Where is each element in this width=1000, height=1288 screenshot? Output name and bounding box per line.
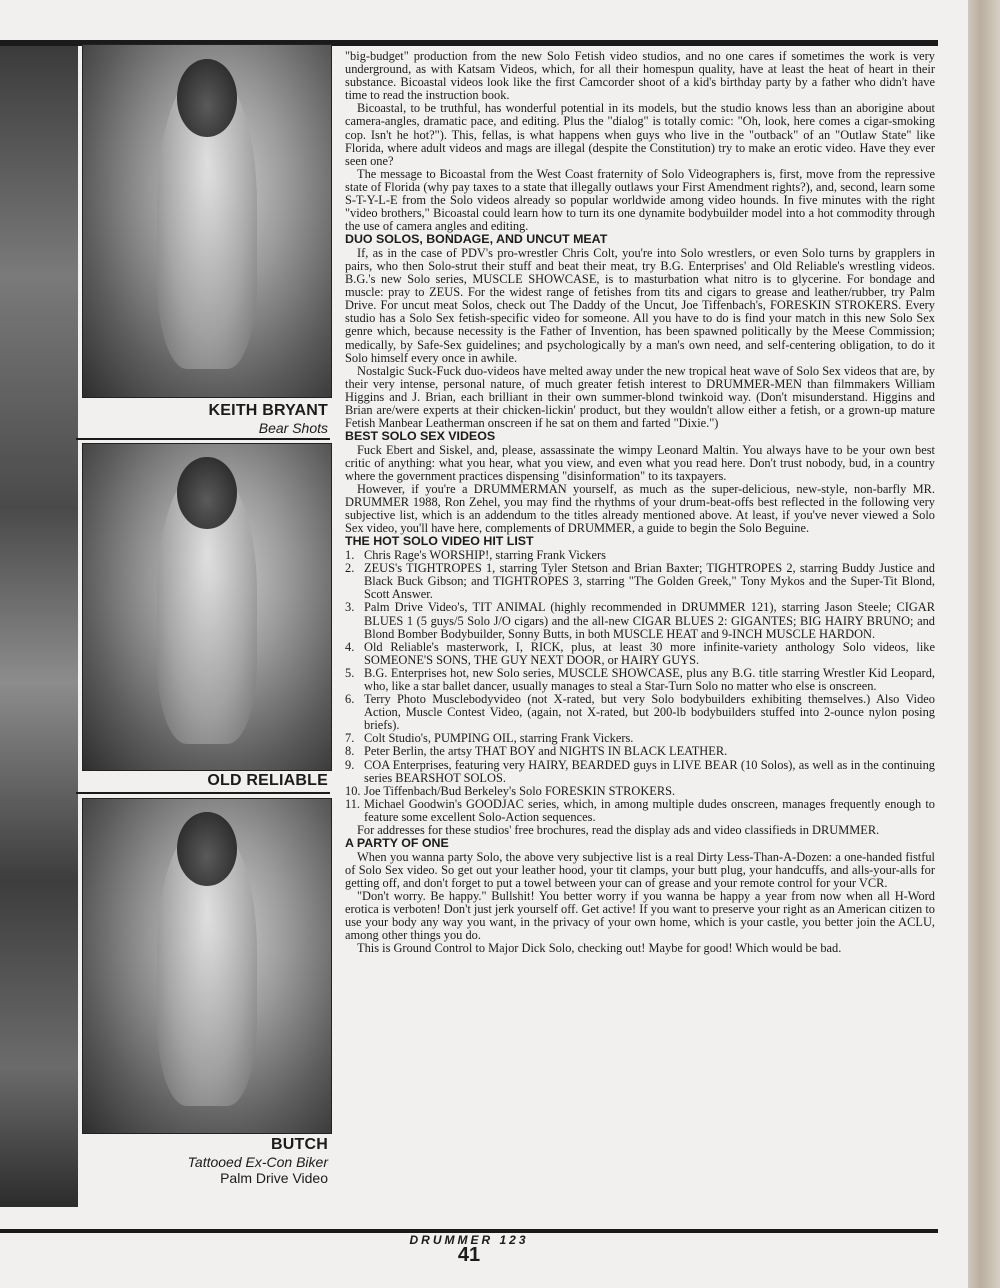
list-number: 8.	[345, 744, 355, 759]
list-item	[345, 562, 935, 601]
paragraph: The message to Bicoastal from the West Coast fraternity of Solo Videographers is, first, move from the repressive state of Florida (why pay taxes to a state that illegally outlaws your First Amendment rights?), and, second, learn some S-T-Y-L-E from the Solo videos already so popular worldwide among video hounds. In five minutes with the right "video brothers," Bicoastal could learn how to turn its one dynamite bodybuilder model into a hot commodity through the use of camera angles and editing.	[345, 166, 935, 234]
article-body	[345, 50, 935, 955]
list-number: 3.	[345, 600, 355, 615]
caption-line: Palm Drive Video	[220, 1170, 328, 1186]
hit-list	[345, 549, 935, 824]
paragraph: "Don't worry. Be happy." Bullshit! You better worry if you wanna be happy a year from now when all H-Word erotica is verboten! Don't just jerk yourself off. Get active! If you want to preserve your right as an American citizen to use your body any way you want, in the privacy of your own home, which is your castle, you better join the ACLU, among other things you do.	[345, 889, 935, 943]
list-text: Chris Rage's WORSHIP!, starring Frank Vickers	[364, 548, 606, 563]
list-text: B.G. Enterprises hot, new Solo series, MUSCLE SHOWCASE, plus any B.G. title starring Wrestler Kid Leopard, who, like a star ballet dancer, usually manages to steal a Star-Turn Solo no matter who else is onscreen.	[364, 665, 935, 693]
list-item	[345, 798, 935, 824]
paragraph: When you wanna party Solo, the above very subjective list is a real Dirty Less-Than-A-Dozen: a one-handed fistful of Solo Sex video. So get out your leather hood, your tit clamps, your butt plug, your handcuffs, and alls-your-alls for getting off, and don't forget to put a towel between your can of grease and your remote control for your VCR.	[345, 849, 935, 890]
caption-old-reliable	[82, 772, 328, 790]
photo-keith-bryant	[82, 44, 332, 398]
footer-magazine-issue: DRUMMER 123	[409, 1233, 529, 1247]
caption-name: OLD RELIABLE	[207, 772, 328, 789]
photo-butch	[82, 798, 332, 1134]
paragraph: This is Ground Control to Major Dick Solo, checking out! Maybe for good! Which would be bad.	[357, 941, 842, 956]
caption-rule	[76, 438, 330, 440]
paragraph: Bicoastal, to be truthful, has wonderful potential in its models, but the studio knows less than an aborigine about camera-angles, dramatic pace, and editing. Plus the "dialog" is totally comic: "Oh, look, here comes a cigar-smoking cop. Isn't he hot?"). This, fellas, is what happens when guys who live in the "outback" of an "Outlaw State" like Florida, where adult videos and mags are illegal (despite the Constitution) try to make an erotic video. Have they ever seen one?	[345, 101, 935, 168]
adjacent-page-photo-strip	[0, 42, 78, 1207]
list-item	[345, 693, 935, 732]
list-text: Peter Berlin, the artsy THAT BOY and NIGHTS IN BLACK LEATHER.	[364, 744, 728, 759]
list-number: 10.	[345, 783, 361, 798]
list-item	[345, 601, 935, 640]
list-text: Terry Photo Musclebodyvideo (not X-rated, but very Solo bodybuilders exhibiting themselves.) Also Video Action, Muscle Contest Video, (again, not X-rated, but 200-lb bodybuilders stuffed into 2-ounce nylon posing briefs).	[364, 692, 935, 733]
list-item	[345, 641, 935, 667]
section-heading: DUO SOLOS, BONDAGE, AND UNCUT MEAT	[345, 232, 608, 247]
list-text: Old Reliable's masterwork, I, RICK, plus, at least 30 more infinite-variety anthology Solo videos, like SOMEONE'S SONS, THE GUY NEXT DOOR, or HAIRY GUYS.	[364, 639, 935, 667]
list-text: Joe Tiffenbach/Bud Berkeley's Solo FORESKIN STROKERS.	[364, 783, 676, 798]
caption-name: KEITH BRYANT	[208, 402, 328, 419]
list-text: Colt Studio's, PUMPING OIL, starring Frank Vickers.	[364, 731, 634, 746]
list-number: 4.	[345, 639, 355, 654]
caption-rule	[76, 792, 330, 794]
list-number: 6.	[345, 692, 355, 707]
page-edge	[968, 0, 1000, 1288]
caption-line: Bear Shots	[258, 420, 328, 436]
list-text: Michael Goodwin's GOODJAC series, which, in among multiple dudes onscreen, manages frequently enough to feature some excellent Solo-Action sequences.	[364, 796, 935, 824]
paragraph: "big-budget" production from the new Solo Fetish video studios, and no one cares if sometimes the work is very underground, as with Katsam Videos, which, for all their homespun quality, have at least the heat of heart in their substance. Bicoastal videos look like the first Camcorder shoot of a kid's birthday party by a father who didn't have time to read the instruction book.	[345, 49, 935, 103]
list-number: 1.	[345, 548, 355, 563]
paragraph: However, if you're a DRUMMERMAN yourself, as much as the super-delicious, new-style, non-barfly MR. DRUMMER 1988, Ron Zehel, you may find the rhythms of your drum-beat-offs best reflected in the following very subjective list, which is an addendum to the titles already mentioned above. At least, if you've never viewed a Solo Sex video, you'll have here, complements of DRUMMER, a guide to begin the Solo Beguine.	[345, 482, 935, 536]
list-item	[345, 759, 935, 785]
list-text: Palm Drive Video's, TIT ANIMAL (highly recommended in DRUMMER 121), starring Jason Steele; CIGAR BLUES 1 (5 guys/5 Solo J/O cigars) and the all-new CIGAR BLUES 2: GIGANTES; BIG HAIRY BRUNO; and Blond Bomber Bodybuilder, Sonny Butts, in both MUSCLE HEAT and 9-INCH MUSCLE HARDON.	[364, 600, 935, 641]
page-number: 41	[457, 1244, 481, 1266]
list-text: COA Enterprises, featuring very HAIRY, BEARDED guys in LIVE BEAR (10 Solos), as well as in the continuing series BEARSHOT SOLOS.	[364, 757, 935, 785]
list-number: 7.	[345, 731, 355, 746]
section-heading: BEST SOLO SEX VIDEOS	[345, 429, 496, 444]
caption-keith-bryant	[82, 402, 328, 436]
paragraph: If, as in the case of PDV's pro-wrestler Chris Colt, you're into Solo wrestlers, or even Solo turns by grapplers in pairs, who then Solo-strut their stuff and beat their meat, try B.G. Enterprises' and Old Reliable's wrestling videos. B.G.'s new Solo series, MUSCLE SHOWCASE, is to masturbation what nitro is to glycerine. For bondage and muscle: pray to ZEUS. For the widest range of fetishes from tits and cigars to grease and leather/rubber, try Palm Drive. For uncut meat Solos, check out The Daddy of the Uncut, Joe Tiffenbach's, FORESKIN STROKERS. Every studio has a Solo Sex fetish-specific video for someone. All you have to do is find your match in this new Solo Sex genre which, because necessity is the Father of Invention, has been spawned politically by the Meese Commission; medically, by Safe-Sex guidelines; and psychologically by a man's own need, and self-centering obligation, to do it Solo himself every once in awhile.	[345, 245, 935, 365]
paragraph: For addresses for these studios' free brochures, read the display ads and video classifieds in DRUMMER.	[357, 823, 880, 838]
section-heading: A PARTY OF ONE	[345, 836, 449, 851]
photo-old-reliable	[82, 443, 332, 771]
paragraph: Nostalgic Suck-Fuck duo-videos have melted away under the new tropical heat wave of Solo Sex videos that are, by their very intense, personal nature, of much greater fetish interest to DRUMMER-MEN than filmmakers William Higgins and J. Brian, each brilliant in their own summer-blond twinkoid way. (Don't misunderstand. Higgins and Brian are/were experts at their chicken-lickin' product, but they wouldn't allow either a fetish, or a grown-up mature Fetish Manbear Leatherman onscreen if he sat on them and farted "Dixie.")	[345, 363, 935, 431]
list-number: 2.	[345, 561, 355, 576]
section-heading: THE HOT SOLO VIDEO HIT LIST	[345, 534, 534, 549]
list-item	[345, 667, 935, 693]
list-number: 11.	[345, 796, 361, 811]
list-number: 5.	[345, 665, 355, 680]
caption-line: Tattooed Ex-Con Biker	[187, 1154, 328, 1170]
list-number: 9.	[345, 757, 355, 772]
list-text: ZEUS's TIGHTROPES 1, starring Tyler Stetson and Brian Baxter; TIGHTROPES 2, starring Buddy Justice and Black Buck Gibson; and TIGHTROPES 3, starring "The Golden Greek," Tony Mykos and the Super-Tit Blond, Scott Answer.	[364, 561, 935, 602]
caption-butch	[82, 1136, 328, 1186]
paragraph: Fuck Ebert and Siskel, and, please, assassinate the wimpy Leonard Maltin. You always have to be your own best critic of anything: what you hear, what you view, and even what you read here. Don't trust nobody, bud, in a country where the government practices dispensing "disinformation" to its taxpayers.	[345, 442, 935, 483]
caption-name: BUTCH	[271, 1136, 328, 1153]
